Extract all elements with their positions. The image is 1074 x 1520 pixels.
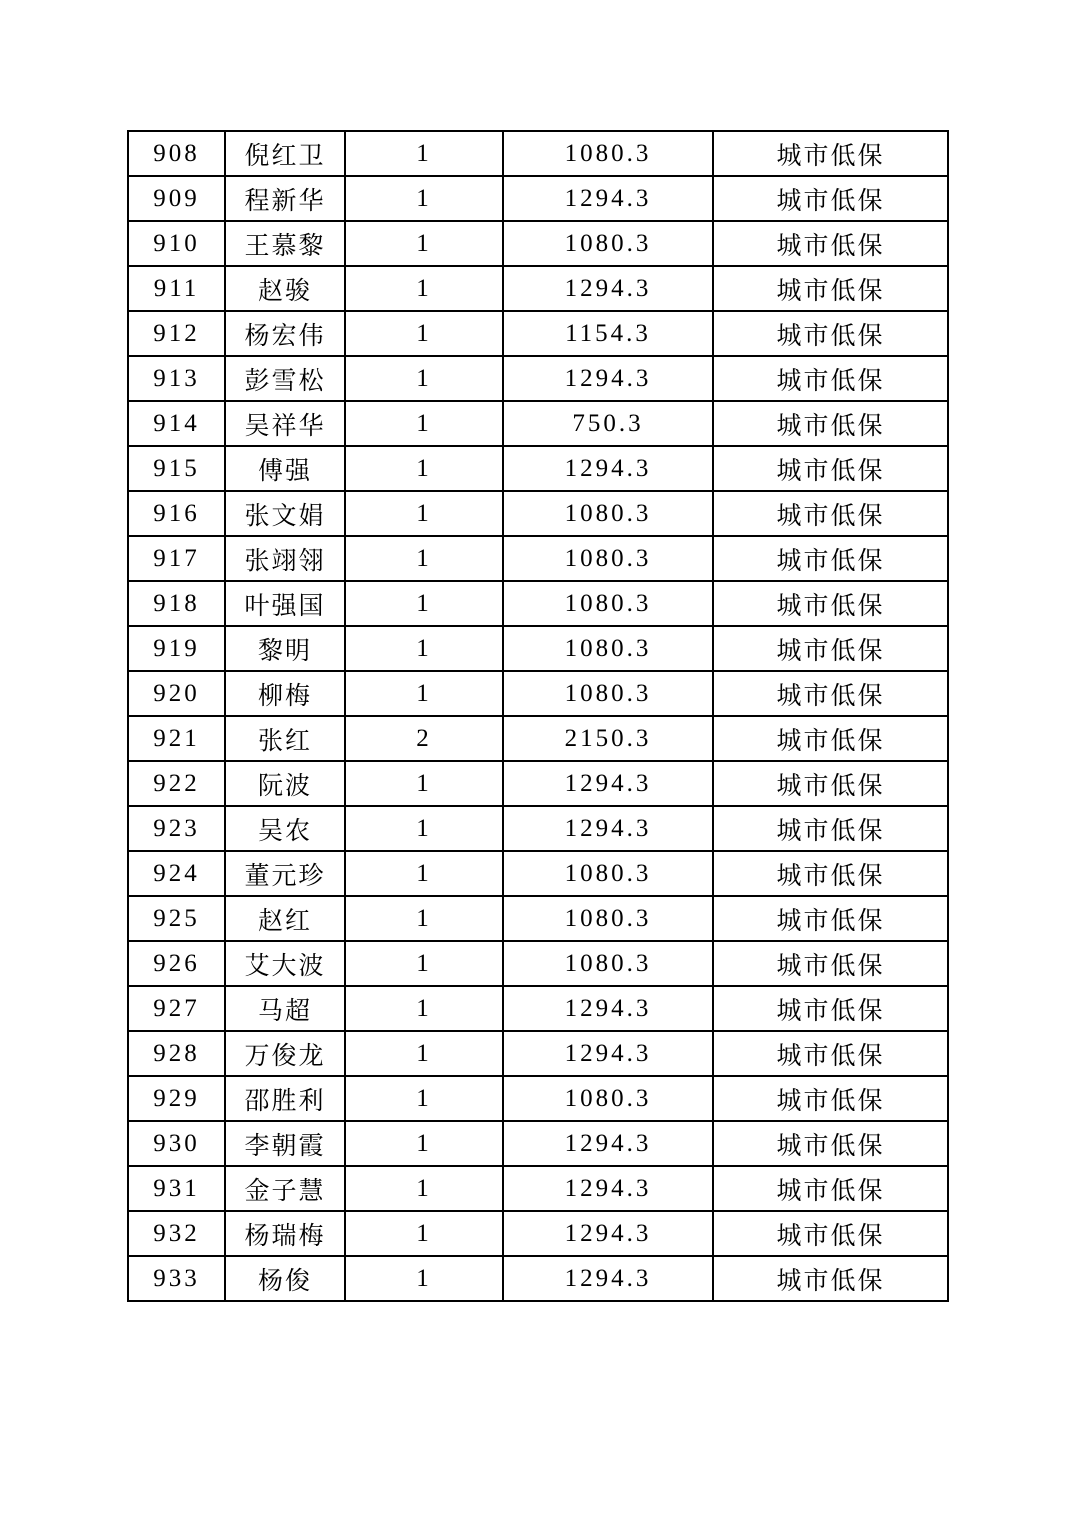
table-row <box>128 1256 948 1301</box>
table-row <box>128 1121 948 1166</box>
amount-cell: 1080.3 <box>503 131 713 176</box>
household-count-cell: 1 <box>345 1256 503 1301</box>
name-cell: 黎明 <box>225 626 345 671</box>
household-count-cell: 1 <box>345 671 503 716</box>
assistance-type-cell: 城市低保 <box>713 491 948 536</box>
row-number-cell: 933 <box>128 1256 225 1301</box>
row-number-cell: 923 <box>128 806 225 851</box>
amount-cell: 1080.3 <box>503 671 713 716</box>
amount-cell: 1294.3 <box>503 1031 713 1076</box>
amount-cell: 1294.3 <box>503 986 713 1031</box>
table-row <box>128 266 948 311</box>
row-number-cell: 912 <box>128 311 225 356</box>
row-number-cell: 917 <box>128 536 225 581</box>
assistance-type-cell: 城市低保 <box>713 356 948 401</box>
assistance-type-cell: 城市低保 <box>713 806 948 851</box>
amount-cell: 1080.3 <box>503 536 713 581</box>
amount-cell: 1154.3 <box>503 311 713 356</box>
assistance-type-cell: 城市低保 <box>713 311 948 356</box>
amount-cell: 1294.3 <box>503 266 713 311</box>
amount-cell: 1294.3 <box>503 1256 713 1301</box>
assistance-type-cell: 城市低保 <box>713 1076 948 1121</box>
name-cell: 吴农 <box>225 806 345 851</box>
row-number-cell: 922 <box>128 761 225 806</box>
name-cell: 杨俊 <box>225 1256 345 1301</box>
assistance-type-cell: 城市低保 <box>713 716 948 761</box>
household-count-cell: 1 <box>345 761 503 806</box>
household-count-cell: 2 <box>345 716 503 761</box>
assistance-type-cell: 城市低保 <box>713 446 948 491</box>
row-number-cell: 908 <box>128 131 225 176</box>
assistance-type-cell: 城市低保 <box>713 581 948 626</box>
amount-cell: 1294.3 <box>503 761 713 806</box>
amount-cell: 1294.3 <box>503 1121 713 1166</box>
assistance-type-cell: 城市低保 <box>713 1121 948 1166</box>
row-number-cell: 929 <box>128 1076 225 1121</box>
household-count-cell: 1 <box>345 221 503 266</box>
amount-cell: 750.3 <box>503 401 713 446</box>
amount-cell: 1080.3 <box>503 626 713 671</box>
amount-cell: 1080.3 <box>503 491 713 536</box>
row-number-cell: 932 <box>128 1211 225 1256</box>
name-cell: 吴祥华 <box>225 401 345 446</box>
beneficiary-table <box>127 130 949 1302</box>
table-row <box>128 581 948 626</box>
row-number-cell: 911 <box>128 266 225 311</box>
row-number-cell: 919 <box>128 626 225 671</box>
row-number-cell: 915 <box>128 446 225 491</box>
household-count-cell: 1 <box>345 581 503 626</box>
household-count-cell: 1 <box>345 536 503 581</box>
name-cell: 彭雪松 <box>225 356 345 401</box>
assistance-type-cell: 城市低保 <box>713 941 948 986</box>
name-cell: 马超 <box>225 986 345 1031</box>
document-page <box>127 130 947 1302</box>
row-number-cell: 927 <box>128 986 225 1031</box>
row-number-cell: 909 <box>128 176 225 221</box>
table-row <box>128 401 948 446</box>
assistance-type-cell: 城市低保 <box>713 986 948 1031</box>
name-cell: 倪红卫 <box>225 131 345 176</box>
household-count-cell: 1 <box>345 131 503 176</box>
amount-cell: 1294.3 <box>503 176 713 221</box>
household-count-cell: 1 <box>345 851 503 896</box>
table-row <box>128 716 948 761</box>
name-cell: 艾大波 <box>225 941 345 986</box>
row-number-cell: 930 <box>128 1121 225 1166</box>
row-number-cell: 910 <box>128 221 225 266</box>
household-count-cell: 1 <box>345 266 503 311</box>
name-cell: 赵骏 <box>225 266 345 311</box>
table-row <box>128 941 948 986</box>
assistance-type-cell: 城市低保 <box>713 176 948 221</box>
assistance-type-cell: 城市低保 <box>713 1211 948 1256</box>
table-row <box>128 1211 948 1256</box>
row-number-cell: 925 <box>128 896 225 941</box>
amount-cell: 1294.3 <box>503 1166 713 1211</box>
name-cell: 董元珍 <box>225 851 345 896</box>
household-count-cell: 1 <box>345 176 503 221</box>
table-row <box>128 311 948 356</box>
table-row <box>128 131 948 176</box>
household-count-cell: 1 <box>345 896 503 941</box>
amount-cell: 1080.3 <box>503 941 713 986</box>
table-row <box>128 671 948 716</box>
assistance-type-cell: 城市低保 <box>713 671 948 716</box>
assistance-type-cell: 城市低保 <box>713 221 948 266</box>
name-cell: 王慕黎 <box>225 221 345 266</box>
row-number-cell: 924 <box>128 851 225 896</box>
household-count-cell: 1 <box>345 401 503 446</box>
amount-cell: 1080.3 <box>503 1076 713 1121</box>
table-row <box>128 896 948 941</box>
row-number-cell: 916 <box>128 491 225 536</box>
assistance-type-cell: 城市低保 <box>713 896 948 941</box>
assistance-type-cell: 城市低保 <box>713 1256 948 1301</box>
row-number-cell: 921 <box>128 716 225 761</box>
row-number-cell: 931 <box>128 1166 225 1211</box>
table-row <box>128 986 948 1031</box>
name-cell: 金子慧 <box>225 1166 345 1211</box>
amount-cell: 1080.3 <box>503 581 713 626</box>
table-row <box>128 626 948 671</box>
name-cell: 赵红 <box>225 896 345 941</box>
household-count-cell: 1 <box>345 1031 503 1076</box>
name-cell: 张翊翎 <box>225 536 345 581</box>
table-body <box>128 131 948 1301</box>
amount-cell: 1294.3 <box>503 1211 713 1256</box>
amount-cell: 1080.3 <box>503 221 713 266</box>
name-cell: 杨宏伟 <box>225 311 345 356</box>
assistance-type-cell: 城市低保 <box>713 851 948 896</box>
household-count-cell: 1 <box>345 446 503 491</box>
table-row <box>128 491 948 536</box>
assistance-type-cell: 城市低保 <box>713 1031 948 1076</box>
assistance-type-cell: 城市低保 <box>713 761 948 806</box>
table-row <box>128 356 948 401</box>
name-cell: 程新华 <box>225 176 345 221</box>
amount-cell: 1080.3 <box>503 851 713 896</box>
name-cell: 张红 <box>225 716 345 761</box>
amount-cell: 1294.3 <box>503 356 713 401</box>
row-number-cell: 920 <box>128 671 225 716</box>
name-cell: 叶强国 <box>225 581 345 626</box>
household-count-cell: 1 <box>345 311 503 356</box>
household-count-cell: 1 <box>345 806 503 851</box>
assistance-type-cell: 城市低保 <box>713 626 948 671</box>
table-row <box>128 1166 948 1211</box>
amount-cell: 1080.3 <box>503 896 713 941</box>
assistance-type-cell: 城市低保 <box>713 266 948 311</box>
table-row <box>128 851 948 896</box>
name-cell: 傅强 <box>225 446 345 491</box>
table-row <box>128 1076 948 1121</box>
table-row <box>128 806 948 851</box>
name-cell: 李朝霞 <box>225 1121 345 1166</box>
amount-cell: 1294.3 <box>503 446 713 491</box>
table-row <box>128 536 948 581</box>
household-count-cell: 1 <box>345 986 503 1031</box>
table-row <box>128 176 948 221</box>
table-row <box>128 1031 948 1076</box>
household-count-cell: 1 <box>345 1166 503 1211</box>
amount-cell: 1294.3 <box>503 806 713 851</box>
row-number-cell: 926 <box>128 941 225 986</box>
row-number-cell: 913 <box>128 356 225 401</box>
table-row <box>128 761 948 806</box>
name-cell: 张文娟 <box>225 491 345 536</box>
table-row <box>128 221 948 266</box>
household-count-cell: 1 <box>345 491 503 536</box>
household-count-cell: 1 <box>345 1211 503 1256</box>
row-number-cell: 914 <box>128 401 225 446</box>
row-number-cell: 918 <box>128 581 225 626</box>
name-cell: 柳梅 <box>225 671 345 716</box>
household-count-cell: 1 <box>345 356 503 401</box>
row-number-cell: 928 <box>128 1031 225 1076</box>
assistance-type-cell: 城市低保 <box>713 1166 948 1211</box>
household-count-cell: 1 <box>345 1121 503 1166</box>
amount-cell: 2150.3 <box>503 716 713 761</box>
assistance-type-cell: 城市低保 <box>713 131 948 176</box>
name-cell: 邵胜利 <box>225 1076 345 1121</box>
household-count-cell: 1 <box>345 941 503 986</box>
table-row <box>128 446 948 491</box>
assistance-type-cell: 城市低保 <box>713 536 948 581</box>
name-cell: 万俊龙 <box>225 1031 345 1076</box>
household-count-cell: 1 <box>345 1076 503 1121</box>
name-cell: 杨瑞梅 <box>225 1211 345 1256</box>
assistance-type-cell: 城市低保 <box>713 401 948 446</box>
household-count-cell: 1 <box>345 626 503 671</box>
name-cell: 阮波 <box>225 761 345 806</box>
